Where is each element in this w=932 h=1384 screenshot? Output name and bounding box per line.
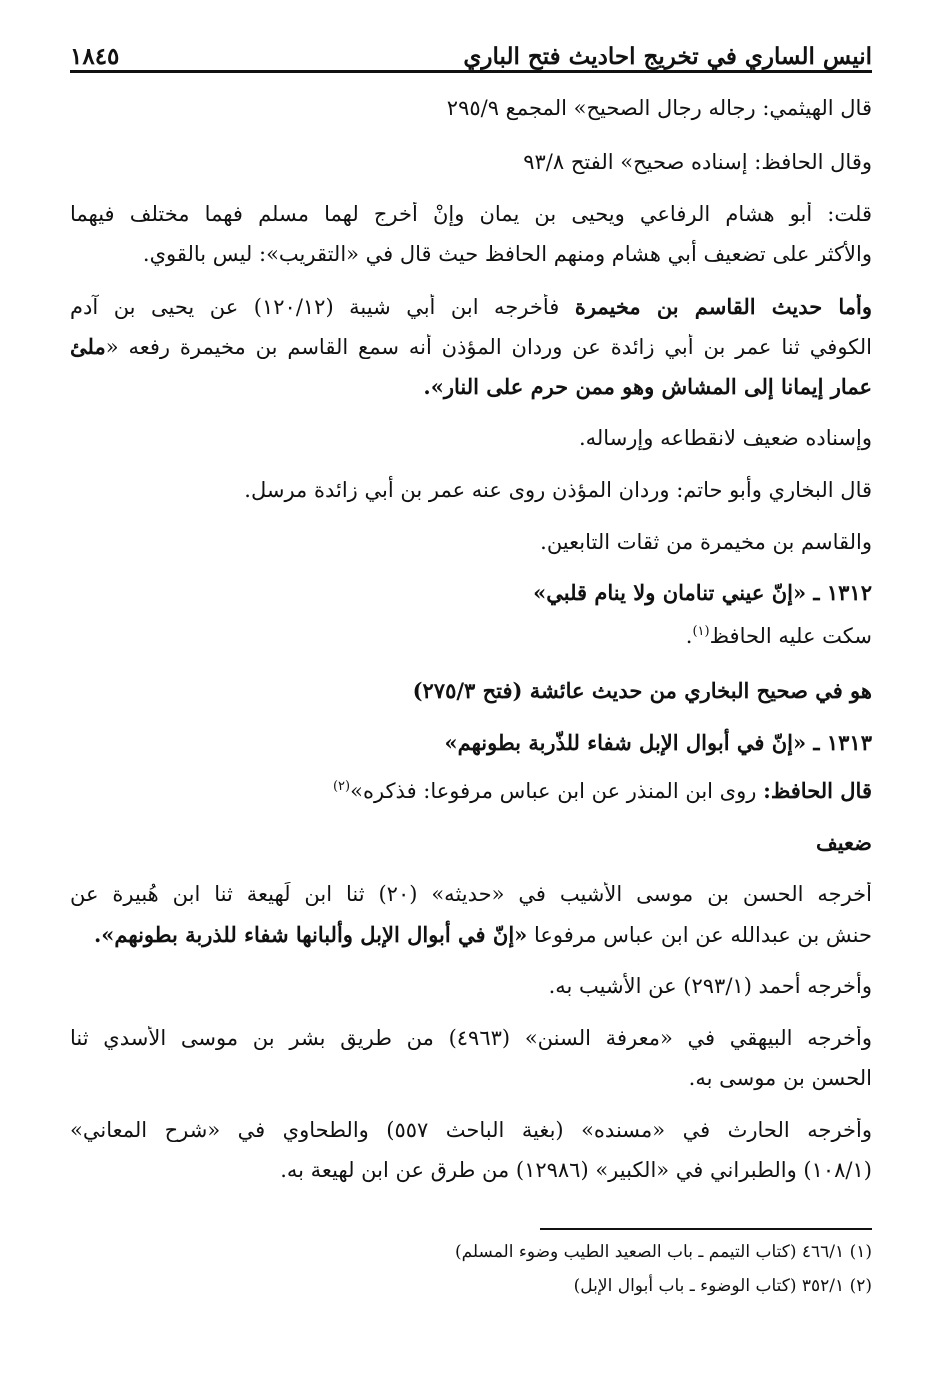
footnote-marker: (١) [692, 624, 710, 639]
paragraph-line [70, 294, 872, 319]
plain-text: سكت عليه الحافظ [709, 624, 872, 648]
paragraph-line: وأخرجه البيهقي في «معرفة السنن» (٤٩٦٣) من طريق بشر بن موسى الأسدي ثنا [70, 1026, 872, 1050]
paragraph-line: وقال الحافظ: إسناده صحيح» الفتح ٩٣/٨ [523, 150, 872, 174]
paragraph-line [94, 922, 872, 947]
hadith-heading: ١٣١٣ ـ «إنّ في أبوال الإبل شفاء للذّربة بطونهم» [444, 730, 872, 755]
paragraph-line: وأخرجه الحارث في «مسنده» (بغية الباحث ٥٥٧) والطحاوي في «شرح المعاني» [70, 1118, 872, 1142]
running-title: انيس الساري في تخريج احاديث فتح الباري [463, 43, 872, 70]
paragraph-line [686, 624, 872, 648]
grading-label: ضعيف [815, 830, 872, 855]
bold-text: قال الحافظ: [763, 778, 872, 803]
bold-text: ملئ [70, 334, 106, 359]
plain-text: روى ابن المنذر عن ابن عباس مرفوعا: فذكره» [350, 779, 764, 803]
paragraph-line: عمار إيمانا إلى المشاش وهو ممن حرم على النار». [423, 374, 872, 399]
paragraph-line [70, 334, 872, 359]
header-rule [70, 70, 872, 73]
paragraph-line: (١٠٨/١) والطبراني في «الكبير» (١٢٩٨٦) من طرق عن ابن لهيعة به. [280, 1158, 872, 1182]
paragraph-line: وإسناده ضعيف لانقطاعه وإرساله. [578, 426, 872, 450]
footnote-rule [540, 1228, 872, 1230]
plain-text: . [685, 624, 693, 648]
plain-text: حنش بن عبدالله عن ابن عباس مرفوعا [527, 923, 872, 947]
page-number: ١٨٤٥ [70, 43, 120, 70]
paragraph-line: وأخرجه أحمد (٢٩٣/١) عن الأشيب به. [548, 974, 872, 998]
paragraph-line: والأكثر على تضعيف أبي هشام ومنهم الحافظ حيث قال في «التقريب»: ليس بالقوي. [142, 242, 872, 266]
bold-text: وأما حديث القاسم بن مخيمرة [574, 294, 872, 319]
paragraph-line [333, 778, 872, 803]
plain-text: الكوفي ثنا عمر بن أبي زائدة عن وردان المؤذن أنه سمع القاسم بن مخيمرة رفعه « [105, 335, 872, 359]
footnote: (٢) ٣٥٢/١ (كتاب الوضوء ـ باب أبوال الإبل) [573, 1276, 872, 1296]
paragraph-line: أخرجه الحسن بن موسى الأشيب في «حديثه» (٢٠) ثنا ابن لَهيعة ثنا ابن هُبيرة عن [70, 882, 872, 906]
footnote-marker: (٢) [332, 779, 351, 794]
plain-text: فأخرجه ابن أبي شيبة (١٢٠/١٢) عن يحيى بن آدم [70, 295, 575, 319]
page-header [70, 30, 872, 70]
hadith-heading: ١٣١٢ ـ «إنّ عيني تنامان ولا ينام قلبي» [533, 580, 872, 605]
paragraph-line: قال الهيثمي: رجاله رجال الصحيح» المجمع ٢٩٥/٩ [446, 96, 872, 120]
paragraph-line: قال البخاري وأبو حاتم: وردان المؤذن روى عنه عمر بن أبي زائدة مرسل. [244, 478, 872, 502]
paragraph-line: والقاسم بن مخيمرة من ثقات التابعين. [540, 530, 872, 554]
footnote: (١) ٤٦٦/١ (كتاب التيمم ـ باب الصعيد الطيب وضوء المسلم) [454, 1242, 872, 1262]
bold-text: «إنّ في أبوال الإبل وألبانها شفاء للذربة بطونهم». [94, 922, 528, 947]
paragraph-line: هو في صحيح البخاري من حديث عائشة (فتح ٢٧٥/٣) [412, 678, 872, 703]
paragraph-line: قلت: أبو هشام الرفاعي ويحيى بن يمان وإنْ أخرج لهما مسلم فهما مختلف فيهما [70, 202, 872, 226]
paragraph-line: الحسن بن موسى به. [688, 1066, 872, 1090]
